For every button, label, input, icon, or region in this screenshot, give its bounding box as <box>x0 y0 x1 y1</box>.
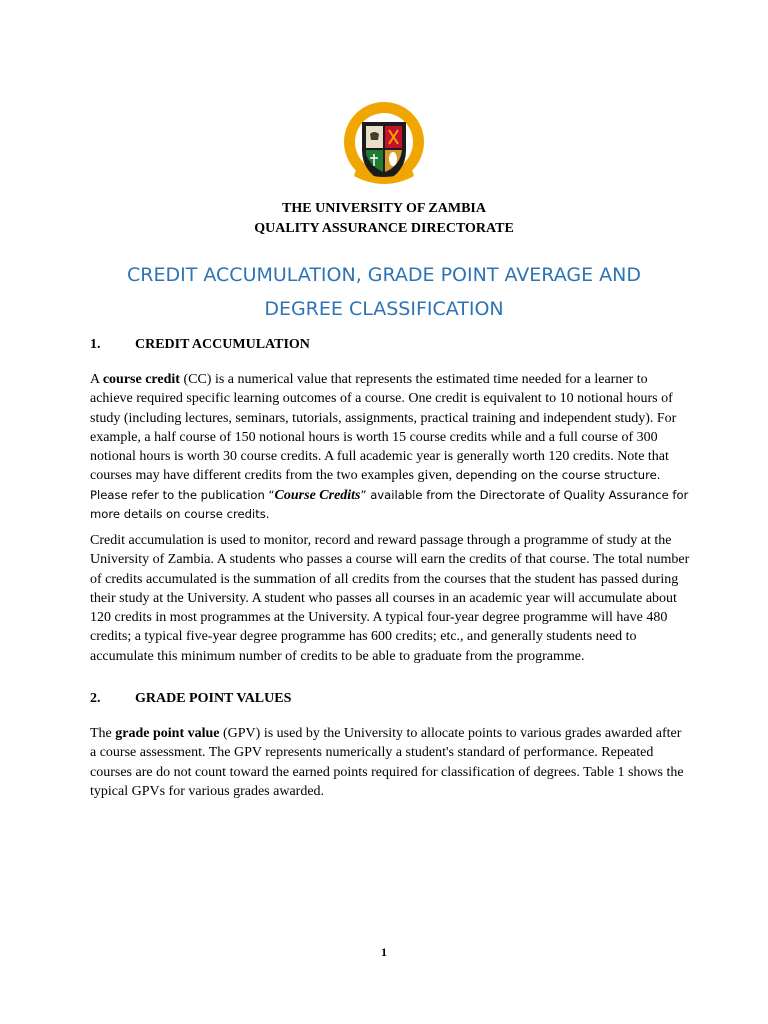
section-2-heading <box>90 691 291 707</box>
text-run: depending on the course structure. Please refer to the publication “ <box>90 468 661 502</box>
section-2-paragraph-1 <box>90 724 690 801</box>
term-grade-point-value: grade point value <box>115 726 220 741</box>
document-title-line-2: DEGREE CLASSIFICATION <box>264 298 504 320</box>
term-course-credit: course credit <box>102 372 180 387</box>
section-1-heading <box>90 337 310 353</box>
institution-name: THE UNIVERSITY OF ZAMBIA <box>282 201 486 216</box>
section-1-number: 1. <box>90 337 101 352</box>
text-run: The <box>90 726 116 741</box>
section-1-title: CREDIT ACCUMULATION <box>135 337 310 352</box>
document-title-line-1: CREDIT ACCUMULATION, GRADE POINT AVERAGE AND <box>127 264 641 286</box>
section-1-paragraph-1 <box>90 370 690 524</box>
text-run: (GPV) is used by the University to allocate points to various grades awarded after a course assessment. The GPV represents numerically a student's standard of performance. Repeated courses are do not count toward the earned points required for classification of degrees. Table 1 shows the typical GPVs for various grades awarded. <box>90 726 684 799</box>
university-crest-logo <box>340 100 428 192</box>
page-number: 1 <box>381 945 387 959</box>
section-2-title: GRADE POINT VALUES <box>135 691 292 706</box>
directorate-name: QUALITY ASSURANCE DIRECTORATE <box>254 221 514 236</box>
section-2-number: 2. <box>90 691 101 706</box>
text-run: (CC) is a numerical value that represents the estimated time needed for a learner to achieve required specific learning outcomes of a course. One credit is equivalent to 10 notional hours of study (including lectures, seminars, tutorials, assignments, practical training and independent study). For example, a half course of 150 notional hours is worth 15 course credits while and a full course of 300 notional hours is worth 30 course credits. A full academic year is generally worth 120 credits. Note that courses may have different credits from the two examples given, <box>90 372 677 484</box>
text-run: ” available from the Directorate of Quality Assurance for more details on course credits. <box>90 487 689 522</box>
document-title <box>0 258 768 326</box>
publication-title: Course Credits <box>274 487 361 503</box>
text-run: A <box>90 372 103 387</box>
section-1-paragraph-2: Credit accumulation is used to monitor, record and reward passage through a programme of study at the University of Zambia. A students who passes a course will earn the credits of that course. The total number of credits accumulated is the summation of all credits from the courses that the student has passed during their study at the University. A student who passes all courses in an academic year will accumulate about 120 credits in most programmes at the University. A typical four-year degree programme will have 480 credits; a typical five-year degree programme has 600 credits; etc., and generally students need to accumulate this minimum number of credits to be able to graduate from the programme. <box>90 533 690 664</box>
